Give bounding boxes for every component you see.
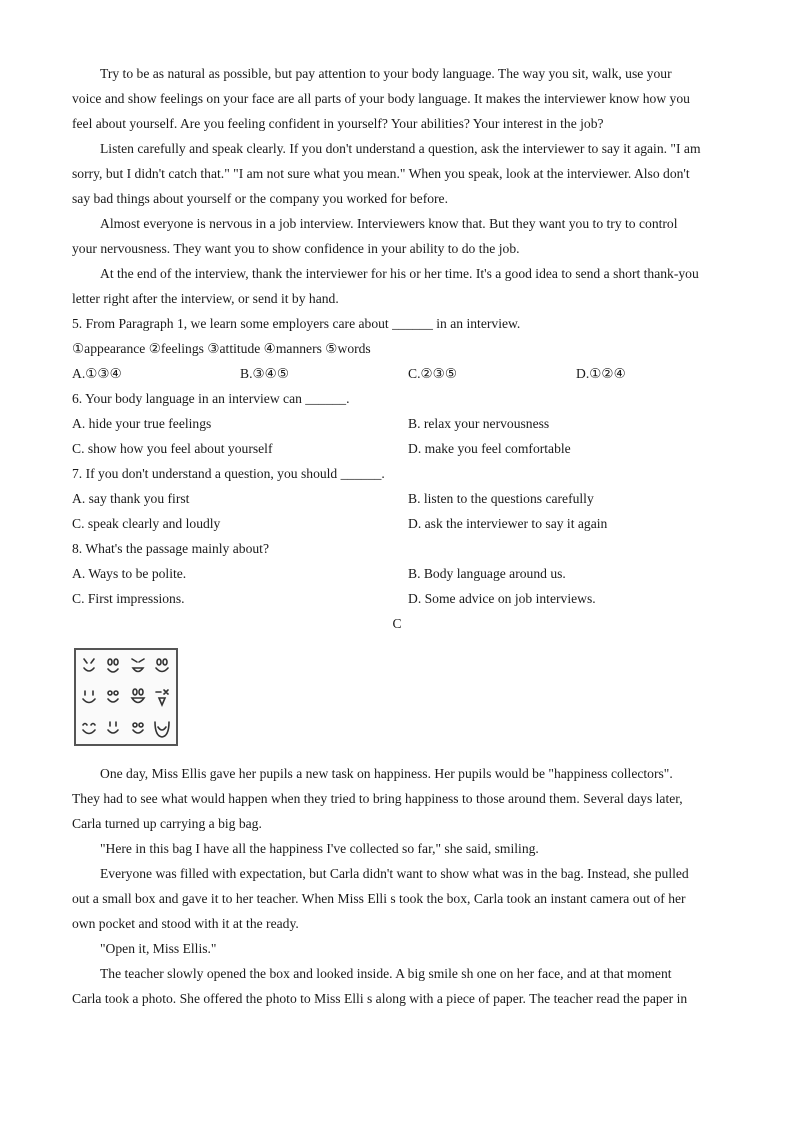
option-d: D. Some advice on job interviews. [408,591,596,606]
option-b: B. listen to the questions carefully [408,491,594,506]
option-c: C. speak clearly and loudly [72,516,221,531]
passage-line: say bad things about yourself or the company you worked for before. [72,191,448,206]
section-heading: C [392,616,402,631]
question-stem: 8. What's the passage mainly about? [72,541,269,556]
passage-line: own pocket and stood with it at the ready. [72,916,299,931]
option-b: B. relax your nervousness [408,416,550,431]
passage-line: "Open it, Miss Ellis." [100,941,217,956]
passage-line: Carla took a photo. She offered the photo to Miss Elli s along with a piece of paper. The teacher read the paper in [72,991,688,1006]
option-c: C. show how you feel about yourself [72,441,273,456]
option-a: A. hide your true feelings [72,416,212,431]
option-d: D. make you feel comfortable [408,441,571,456]
passage-line: Try to be as natural as possible, but pay attention to your body language. The way you sit, walk, use your [100,66,672,81]
option-a: A. say thank you first [72,491,190,506]
option-a: A.①③④ [72,366,122,381]
smiley-faces-image [74,648,178,746]
passage-line: "Here in this bag I have all the happiness I've collected so far," she said, smiling. [100,841,539,856]
question-stem: 7. If you don't understand a question, you should ______. [72,466,385,481]
passage-line: letter right after the interview, or send it by hand. [72,291,339,306]
passage-line: sorry, but I didn't catch that." "I am not sure what you mean." When you speak, look at the interviewer. Also don't [72,166,690,181]
passage-line: Listen carefully and speak clearly. If you don't understand a question, ask the interviewer to say it again. "I am [100,141,701,156]
question-stem: 5. From Paragraph 1, we learn some employers care about ______ in an interview. [72,316,521,331]
smiley-faces-icon [76,650,176,744]
question-items: ①appearance ②feelings ③attitude ④manners ⑤words [72,341,371,356]
option-a: A. Ways to be polite. [72,566,187,581]
question-stem: 6. Your body language in an interview can ______. [72,391,350,406]
option-d: D.①②④ [576,366,626,381]
passage-line: feel about yourself. Are you feeling confident in yourself? Your abilities? Your interest in the job? [72,116,604,131]
option-b: B.③④⑤ [240,366,290,381]
passage-line: They had to see what would happen when they tried to bring happiness to those around them. Several days later, [72,791,683,806]
passage-line: The teacher slowly opened the box and looked inside. A big smile sh one on her face, and at that moment [100,966,672,981]
passage-line: One day, Miss Ellis gave her pupils a new task on happiness. Her pupils would be "happiness collectors". [100,766,673,781]
passage-line: your nervousness. They want you to show confidence in your ability to do the job. [72,241,520,256]
passage-line: Almost everyone is nervous in a job interview. Interviewers know that. But they want you to try to control [100,216,678,231]
passage-line: voice and show feelings on your face are all parts of your body language. It makes the interviewer know how you [72,91,690,106]
passage-line: Carla turned up carrying a big bag. [72,816,262,831]
passage-line: out a small box and gave it to her teacher. When Miss Elli s took the box, Carla took an instant camera out of her [72,891,686,906]
option-b: B. Body language around us. [408,566,566,581]
passage-line: Everyone was filled with expectation, but Carla didn't want to show what was in the bag. Instead, she pulled [100,866,689,881]
option-c: C. First impressions. [72,591,185,606]
option-d: D. ask the interviewer to say it again [408,516,608,531]
option-c: C.②③⑤ [408,366,458,381]
passage-line: At the end of the interview, thank the interviewer for his or her time. It's a good idea to send a short thank-you [100,266,699,281]
